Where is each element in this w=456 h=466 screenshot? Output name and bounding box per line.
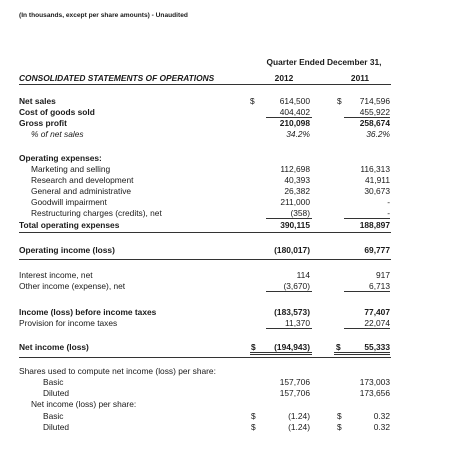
value-2011: 77,407 [364, 307, 390, 317]
label-pretax: Income (loss) before income taxes [19, 307, 157, 317]
value-2012: 211,000 [280, 197, 310, 207]
section-rule [19, 259, 391, 260]
value-2012: (1.24) [288, 422, 310, 432]
value-2012: 114 [296, 270, 310, 280]
value-2011: 69,777 [364, 245, 390, 255]
value-2012: 390,115 [280, 220, 310, 230]
label-interest-income: Interest income, net [19, 270, 93, 280]
label-goodwill: Goodwill impairment [31, 197, 107, 207]
subtotal-rule [266, 291, 312, 292]
value-2011: 55,333 [364, 342, 390, 352]
label-shares-diluted: Diluted [43, 388, 70, 398]
dollar-sign: $ [251, 422, 256, 432]
value-2012: (3,670) [283, 281, 310, 291]
label-eps-basic: Basic [43, 411, 64, 421]
label-eps-header: Net income (loss) per share: [31, 399, 137, 409]
value-2012: 157,706 [279, 377, 310, 387]
label-net-income: Net income (loss) [19, 342, 89, 352]
subtotal-rule [344, 291, 390, 292]
value-2012: 11,370 [285, 318, 310, 328]
col-2012-header: 2012 [274, 73, 294, 83]
header-rule [19, 84, 391, 85]
period-header: Quarter Ended December 31, [266, 57, 382, 67]
value-2011: 0.32 [373, 422, 390, 432]
dollar-sign: $ [336, 342, 341, 352]
label-tax: Provision for income taxes [19, 318, 118, 328]
value-2011: 917 [376, 270, 390, 280]
label-rnd: Research and development [31, 175, 134, 185]
subtotal-rule [266, 328, 312, 329]
dollar-sign: $ [337, 96, 342, 106]
label-restructuring: Restructuring charges (credits), net [31, 208, 162, 218]
label-ga: General and administrative [31, 186, 132, 196]
value-2011: 41,911 [365, 175, 390, 185]
col-2011-header: 2011 [350, 73, 370, 83]
value-2012: 210,098 [279, 118, 310, 128]
section-rule [19, 232, 391, 233]
dollar-sign: $ [250, 96, 255, 106]
value-2011: 173,656 [359, 388, 390, 398]
value-2012: 26,382 [284, 186, 310, 196]
value-2011: 116,313 [360, 164, 390, 174]
label-opex-header: Operating expenses: [19, 153, 102, 163]
value-2012: (194,943) [274, 342, 310, 352]
section-rule [19, 357, 391, 358]
dollar-sign: $ [337, 411, 342, 421]
label-other-income: Other income (expense), net [19, 281, 126, 291]
label-marketing: Marketing and selling [31, 164, 111, 174]
value-2011: 455,922 [359, 107, 390, 117]
label-cogs: Cost of goods sold [19, 107, 95, 117]
label-gross-profit: Gross profit [19, 118, 67, 128]
subtotal-rule [344, 328, 390, 329]
value-2011: 173,003 [359, 377, 390, 387]
value-2011: 714,596 [359, 96, 390, 106]
value-2012: 34.2% [286, 129, 310, 139]
subtotal-rule [266, 218, 312, 219]
label-total-opex: Total operating expenses [19, 220, 120, 230]
value-2011: 6,713 [369, 281, 390, 291]
label-net-sales: Net sales [19, 96, 56, 106]
value-2012: 157,706 [279, 388, 310, 398]
value-2011: 30,673 [364, 186, 390, 196]
value-2011: 258,674 [359, 118, 390, 128]
dollar-sign: $ [251, 342, 256, 352]
label-shares-basic: Basic [43, 377, 64, 387]
label-op-income: Operating income (loss) [19, 245, 115, 255]
value-2011: 188,897 [359, 220, 390, 230]
label-shares-header: Shares used to compute net income (loss) per share: [19, 366, 216, 376]
dollar-sign: $ [251, 411, 256, 421]
total-double-rule [250, 352, 312, 355]
value-2011: 36.2% [366, 129, 390, 139]
value-2012: 40,393 [284, 175, 310, 185]
dollar-sign: $ [337, 422, 342, 432]
value-2011: - [387, 208, 390, 218]
label-eps-diluted: Diluted [43, 422, 70, 432]
value-2012: (1.24) [288, 411, 310, 421]
unaudited-note: (In thousands, except per share amounts) - Unaudited [19, 12, 188, 19]
label-pct-net-sales: % of net sales [31, 129, 84, 139]
value-2012: (180,017) [274, 245, 310, 255]
value-2012: 112,698 [280, 164, 310, 174]
value-2011: - [387, 197, 390, 207]
value-2012: 614,500 [279, 96, 310, 106]
subtotal-rule [344, 218, 390, 219]
statement-title: CONSOLIDATED STATEMENTS OF OPERATIONS [19, 73, 215, 83]
value-2012: (358) [290, 208, 310, 218]
value-2012: (183,573) [274, 307, 310, 317]
value-2011: 0.32 [373, 411, 390, 421]
total-double-rule [334, 352, 390, 355]
value-2012: 404,402 [279, 107, 310, 117]
value-2011: 22,074 [364, 318, 390, 328]
